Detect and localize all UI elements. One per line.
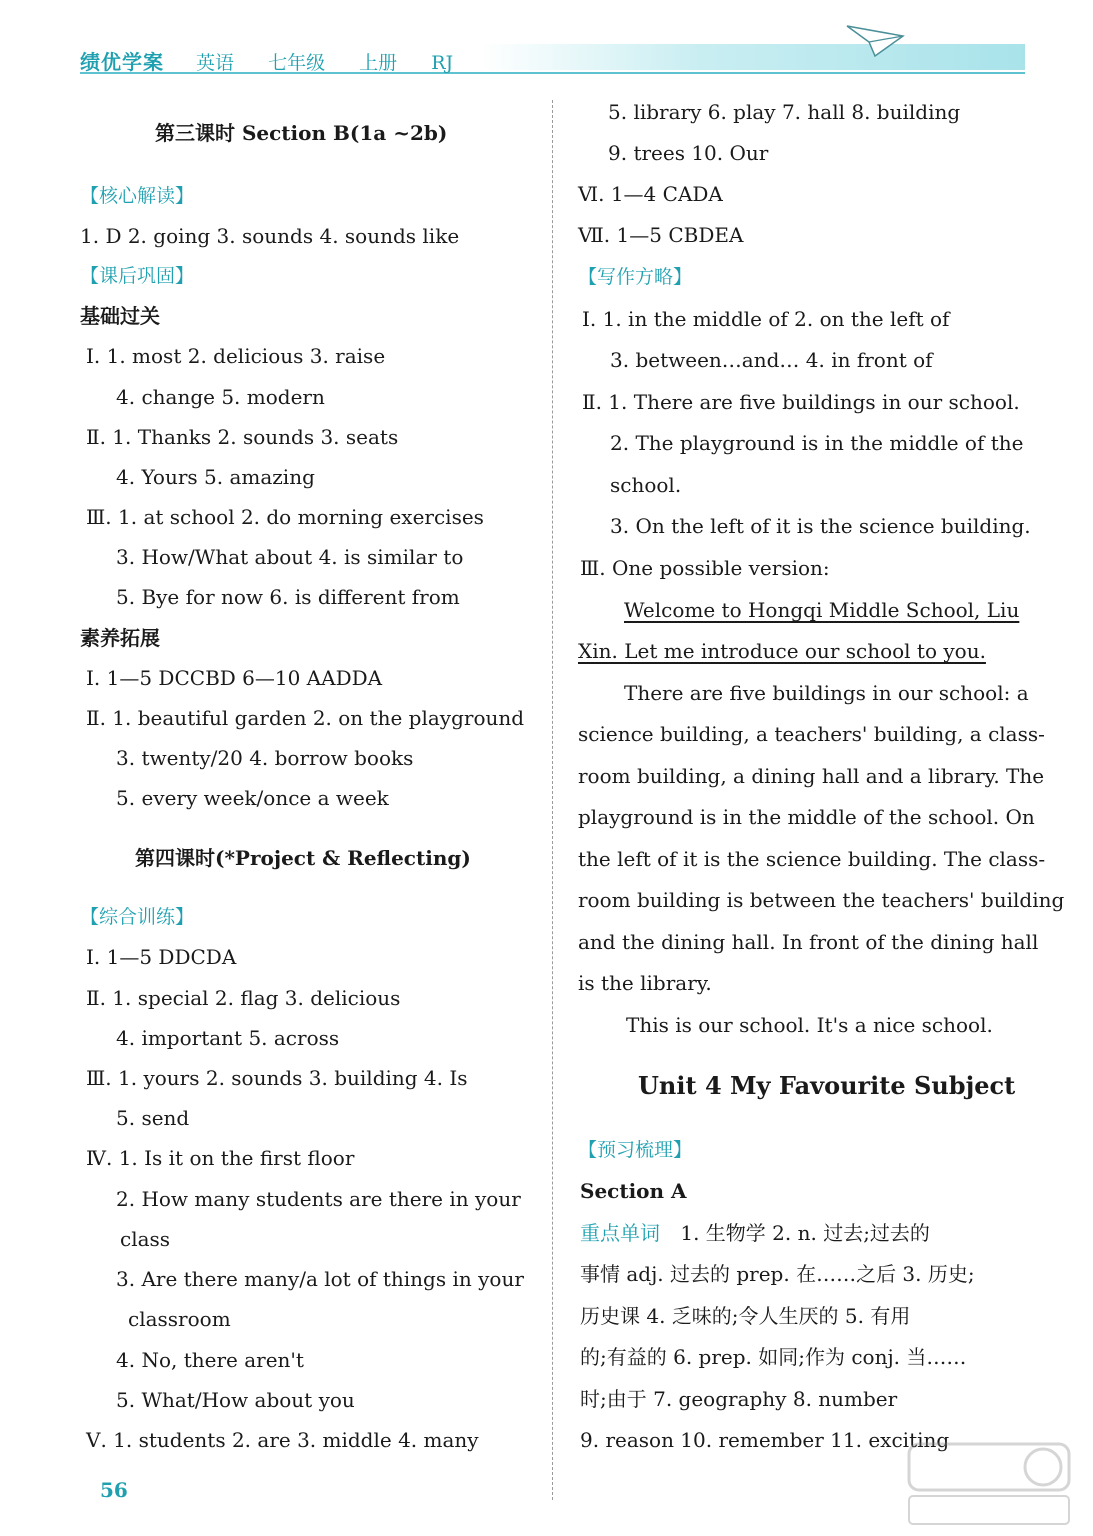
vocab-text: 1. 生物学 2. n. 过去;过去的 (680, 1221, 930, 1245)
preview-label: 【预习梳理】 (578, 1139, 693, 1161)
essay-line: the left of it is the science building. The class- (578, 847, 1046, 871)
cont-line: Ⅶ. 1—5 CBDEA (578, 223, 744, 247)
ext-line: Ⅰ. 1—5 DCCBD 6—10 AADDA (86, 666, 383, 690)
essay-line: room building is between the teachers' building (578, 888, 1065, 912)
key-words-label: 重点单词 (580, 1221, 660, 1245)
volume: 上册 (359, 52, 398, 74)
train-line: 3. Are there many/a lot of things in your (116, 1267, 524, 1291)
train-line: class (120, 1227, 171, 1251)
train-line: 4. important 5. across (116, 1026, 340, 1050)
train-line: classroom (128, 1307, 231, 1331)
train-line: Ⅲ. 1. yours 2. sounds 3. building 4. Is (86, 1066, 468, 1090)
train-line: Ⅴ. 1. students 2. are 3. middle 4. many (86, 1428, 479, 1452)
core-answers: 1. D 2. going 3. sounds 4. sounds like (80, 224, 460, 248)
essay-opening: Welcome to Hongqi Middle School, Liu (624, 598, 1020, 622)
essay-line: room building, a dining hall and a library. The (578, 764, 1045, 788)
cont-line: Ⅵ. 1—4 CADA (578, 182, 723, 206)
extension-label: 素养拓展 (80, 626, 160, 650)
section-a-heading: Section A (580, 1179, 687, 1203)
train-line: Ⅳ. 1. Is it on the first floor (86, 1146, 355, 1170)
writing-line: 2. The playground is in the middle of the (610, 431, 1024, 455)
vocab-line: 的;有益的 6. prep. 如同;作为 conj. 当…… (580, 1345, 967, 1369)
basic-line: 5. Bye for now 6. is different from (116, 585, 460, 609)
writing-line: 3. between…and… 4. in front of (610, 348, 933, 372)
unit-title: Unit 4 My Favourite Subject (638, 1071, 1016, 1100)
edition: RJ (431, 52, 454, 74)
writing-line: Ⅱ. 1. There are five buildings in our school. (582, 390, 1020, 414)
essay-line: There are five buildings in our school: a (624, 681, 1029, 705)
grade: 七年级 (268, 52, 326, 74)
essay-line: science building, a teachers' building, a class- (578, 722, 1045, 746)
essay-line: is the library. (578, 971, 712, 995)
train-line: Ⅰ. 1—5 DDCDA (86, 945, 237, 969)
page-header (0, 0, 1093, 80)
vocab-line: 时;由于 7. geography 8. number (580, 1387, 898, 1411)
core-label: 【核心解读】 (80, 185, 195, 207)
basic-line: 3. How/What about 4. is similar to (116, 545, 464, 569)
lesson3-title: 第三课时 Section B(1a ~2b) (155, 121, 448, 145)
writing-line: school. (610, 473, 682, 497)
training-label: 【综合训练】 (80, 906, 195, 928)
train-line: 5. send (116, 1106, 190, 1130)
writing-line: Ⅲ. One possible version: (580, 556, 830, 580)
basic-line: 4. Yours 5. amazing (116, 465, 315, 489)
after-class-label: 【课后巩固】 (80, 265, 195, 287)
essay-line: playground is in the middle of the school. On (578, 805, 1035, 829)
brand-title: 绩优学案 (80, 50, 164, 74)
basic-line: Ⅰ. 1. most 2. delicious 3. raise (86, 344, 386, 368)
train-line: 4. No, there aren't (116, 1348, 304, 1372)
essay-opening: Xin. Let me introduce our school to you. (578, 639, 986, 663)
train-line: Ⅱ. 1. special 2. flag 3. delicious (86, 986, 401, 1010)
cont-line: 5. library 6. play 7. hall 8. building (608, 100, 961, 124)
page-number: 56 (100, 1478, 128, 1502)
basic-line: 4. change 5. modern (116, 385, 325, 409)
train-line: 2. How many students are there in your (116, 1187, 521, 1211)
header-decor-bar (480, 44, 1025, 70)
writing-line: Ⅰ. 1. in the middle of 2. on the left of (582, 307, 950, 331)
watermark-logo (905, 1440, 1075, 1530)
essay-line: and the dining hall. In front of the dining hall (578, 930, 1039, 954)
writing-label: 【写作方略】 (578, 266, 693, 288)
paper-plane-icon (845, 22, 905, 58)
train-line: 5. What/How about you (116, 1388, 355, 1412)
ext-line: 5. every week/once a week (116, 786, 389, 810)
writing-line: 3. On the left of it is the science building. (610, 514, 1031, 538)
subject: 英语 (196, 52, 235, 74)
book-info (196, 48, 475, 75)
essay-line: This is our school. It's a nice school. (626, 1013, 993, 1037)
lesson4-title: 第四课时(*Project & Reflecting) (135, 846, 471, 870)
basic-line: Ⅱ. 1. Thanks 2. sounds 3. seats (86, 425, 399, 449)
vocab-line: 事情 adj. 过去的 prep. 在……之后 3. 历史; (580, 1262, 975, 1286)
vocab-line (580, 1220, 930, 1246)
vocab-line: 9. reason 10. remember 11. exciting (580, 1428, 950, 1452)
column-divider (552, 100, 553, 1500)
ext-line: Ⅱ. 1. beautiful garden 2. on the playground (86, 706, 525, 730)
basic-label: 基础过关 (80, 304, 160, 328)
vocab-line: 历史课 4. 乏味的;令人生厌的 5. 有用 (580, 1304, 911, 1328)
basic-line: Ⅲ. 1. at school 2. do morning exercises (86, 505, 484, 529)
cont-line: 9. trees 10. Our (608, 141, 769, 165)
ext-line: 3. twenty/20 4. borrow books (116, 746, 414, 770)
